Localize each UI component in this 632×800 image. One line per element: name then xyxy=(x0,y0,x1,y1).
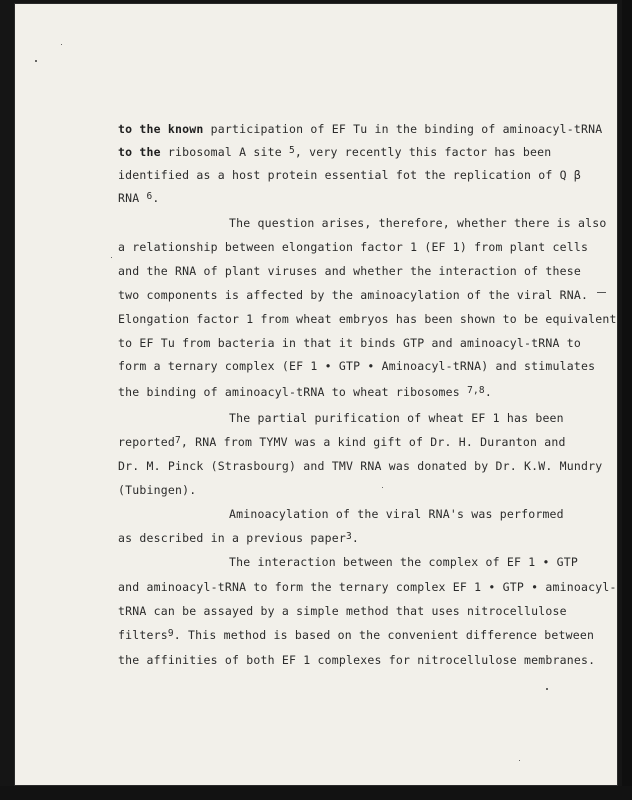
text-tail: . xyxy=(351,531,360,545)
text-line-6 xyxy=(118,240,588,254)
text: RNA xyxy=(118,191,147,205)
text-line-12 xyxy=(118,385,492,399)
text: filters xyxy=(118,628,168,642)
scan-edge-right xyxy=(622,0,632,800)
text: reported xyxy=(118,435,175,449)
text-line-4 xyxy=(118,191,160,205)
text: tRNA can be assayed by a simple method that uses nitrocellulose xyxy=(118,604,567,618)
text: (Tubingen). xyxy=(118,483,197,497)
dust-speck xyxy=(35,60,37,62)
text: two components is affected by the aminoacylation of the viral RNA. xyxy=(118,288,589,302)
text-line-21 xyxy=(118,604,567,618)
text-line-11 xyxy=(118,359,595,373)
text: a relationship between elongation factor 1 (EF 1) from plant cells xyxy=(118,240,589,254)
citation-superscript: 5 xyxy=(288,145,295,156)
text: the binding of aminoacyl-tRNA to wheat ribosomes xyxy=(118,385,468,399)
text-line-14 xyxy=(118,435,566,449)
citation-superscript: 7,8 xyxy=(467,385,485,396)
text: Dr. M. Pinck (Strasbourg) and TMV RNA was donated by Dr. K.W. Mundry xyxy=(118,459,603,473)
scan-edge-bottom xyxy=(0,786,632,800)
text: Elongation factor 1 from wheat embryos has been shown to be equivalent xyxy=(118,312,617,326)
text-line-13 xyxy=(229,411,564,425)
text-line-22 xyxy=(118,628,594,642)
text-line-7 xyxy=(118,264,581,278)
dust-speck xyxy=(111,257,112,258)
margin-mark xyxy=(597,292,606,293)
text: participation of EF Tu in the binding of aminoacyl-tRNA xyxy=(203,122,603,136)
text: identified as a host protein essential fot the replication of Q β xyxy=(118,168,582,182)
text-tail: , RNA from TYMV was a kind gift of Dr. H. Duranton and xyxy=(180,435,566,449)
text-line-16 xyxy=(118,483,196,497)
text: and the RNA of plant viruses and whether the interaction of these xyxy=(118,264,582,278)
text-tail: , very recently this factor has been xyxy=(294,145,552,159)
text-line-1 xyxy=(118,122,602,136)
text-line-17 xyxy=(229,507,564,521)
text: The partial purification of wheat EF 1 has been xyxy=(229,411,564,425)
text: The interaction between the complex of EF 1 • GTP xyxy=(229,555,579,569)
dust-speck xyxy=(519,760,520,761)
text-line-5 xyxy=(229,216,607,230)
text-line-2 xyxy=(118,145,551,159)
text: to EF Tu from bacteria in that it binds GTP and aminoacyl-tRNA to xyxy=(118,336,582,350)
text-tail: . xyxy=(484,385,492,399)
text: the affinities of both EF 1 complexes for nitrocellulose membranes. xyxy=(118,653,596,667)
emphasis: to the xyxy=(118,145,161,159)
text-line-8 xyxy=(118,288,588,302)
text-line-3 xyxy=(118,168,581,182)
text: ribosomal A site xyxy=(160,145,289,159)
text-tail: . This method is based on the convenient difference between xyxy=(173,628,595,642)
text: and aminoacyl-tRNA to form the ternary complex EF 1 • GTP • aminoacyl- xyxy=(118,580,617,594)
text: form a ternary complex (EF 1 • GTP • Aminoacyl-tRNA) and stimulates xyxy=(118,359,596,373)
citation-superscript: 9 xyxy=(167,628,174,639)
dust-speck xyxy=(61,44,62,45)
dust-speck xyxy=(382,487,383,488)
text: The question arises, therefore, whether there is also xyxy=(229,216,607,230)
text-line-10 xyxy=(118,336,581,350)
text-line-18 xyxy=(118,531,359,545)
citation-superscript: 6 xyxy=(146,191,153,202)
text: Aminoacylation of the viral RNA's was performed xyxy=(229,507,564,521)
dust-speck xyxy=(546,688,548,690)
text-line-9 xyxy=(118,312,617,326)
text-line-15 xyxy=(118,459,602,473)
citation-superscript: 3 xyxy=(345,531,352,542)
text-line-19 xyxy=(229,555,578,569)
text-tail: . xyxy=(152,191,160,205)
emphasis: to the known xyxy=(118,122,204,136)
text-line-20 xyxy=(118,580,617,594)
citation-superscript: 7 xyxy=(175,435,181,446)
text-line-23 xyxy=(118,653,595,667)
text: as described in a previous paper xyxy=(118,531,346,545)
